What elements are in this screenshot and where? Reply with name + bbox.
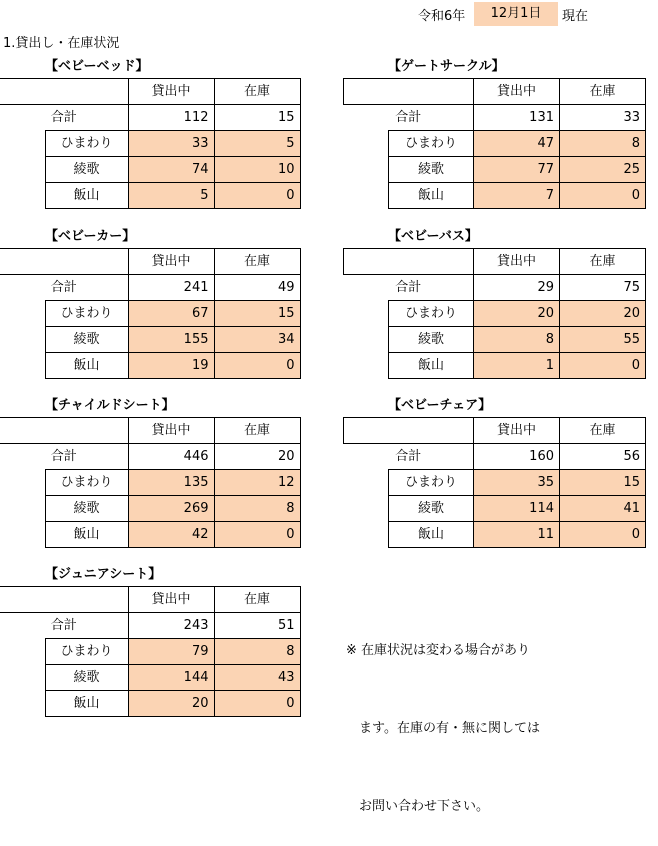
indent-cell xyxy=(0,183,45,209)
total-on-loan-value[interactable]: 112 xyxy=(128,105,214,131)
table-row xyxy=(0,157,300,183)
total-in-stock-value[interactable]: 51 xyxy=(214,613,300,639)
branch-label: 飯山 xyxy=(389,522,474,548)
in-stock-value[interactable]: 8 xyxy=(214,496,300,522)
table-row xyxy=(0,131,300,157)
table-row xyxy=(0,522,300,548)
table-title: 【ベビーベッド】 xyxy=(45,59,149,74)
in-stock-value[interactable]: 0 xyxy=(214,353,300,379)
branch-label: ひまわり xyxy=(45,131,128,157)
indent-cell xyxy=(344,327,389,353)
total-on-loan-value[interactable]: 243 xyxy=(128,613,214,639)
in-stock-value[interactable]: 0 xyxy=(214,691,300,717)
table-row xyxy=(344,301,646,327)
branch-label: 飯山 xyxy=(45,353,128,379)
table-row xyxy=(344,183,646,209)
table-row xyxy=(344,157,646,183)
on-loan-value[interactable]: 67 xyxy=(128,301,214,327)
table-row xyxy=(0,327,300,353)
in-stock-value[interactable]: 15 xyxy=(560,470,646,496)
in-stock-value[interactable]: 0 xyxy=(214,183,300,209)
total-on-loan-value[interactable]: 131 xyxy=(474,105,560,131)
table-header-row xyxy=(344,249,646,275)
total-in-stock-value[interactable]: 15 xyxy=(214,105,300,131)
section-title: 1.貸出し・在庫状況 xyxy=(3,36,120,51)
total-row xyxy=(0,275,300,301)
total-row xyxy=(344,105,646,131)
table-title: 【ジュニアシート】 xyxy=(45,567,162,582)
on-loan-value[interactable]: 33 xyxy=(128,131,214,157)
table-title: 【ベビーカー】 xyxy=(45,229,136,244)
indent-cell xyxy=(344,301,389,327)
total-label: 合計 xyxy=(395,449,422,464)
column-header-in-stock: 在庫 xyxy=(214,79,300,105)
table-row xyxy=(0,353,300,379)
column-header-in-stock: 在庫 xyxy=(214,418,300,444)
column-header-in-stock: 在庫 xyxy=(560,418,646,444)
inventory-table xyxy=(0,248,301,379)
total-label: 合計 xyxy=(50,280,77,295)
table-header-row xyxy=(0,249,300,275)
indent-cell xyxy=(344,157,389,183)
column-header-in-stock: 在庫 xyxy=(214,249,300,275)
branch-label: 飯山 xyxy=(45,691,128,717)
column-header-on-loan: 貸出中 xyxy=(474,79,560,105)
in-stock-value[interactable]: 12 xyxy=(214,470,300,496)
indent-cell xyxy=(344,353,389,379)
total-row xyxy=(344,275,646,301)
column-header-on-loan: 貸出中 xyxy=(128,79,214,105)
branch-label: ひまわり xyxy=(389,131,474,157)
indent-cell xyxy=(344,183,389,209)
total-on-loan-value[interactable]: 446 xyxy=(128,444,214,470)
on-loan-value[interactable]: 7 xyxy=(474,183,560,209)
indent-cell xyxy=(0,157,45,183)
indent-cell xyxy=(344,470,389,496)
in-stock-value[interactable]: 25 xyxy=(560,157,646,183)
inventory-table xyxy=(0,586,301,717)
branch-label: 綾歌 xyxy=(45,157,128,183)
branch-label: 綾歌 xyxy=(389,496,474,522)
branch-label: ひまわり xyxy=(45,301,128,327)
column-header-in-stock: 在庫 xyxy=(214,587,300,613)
in-stock-value[interactable]: 34 xyxy=(214,327,300,353)
inventory-table xyxy=(343,78,646,209)
table-header-row xyxy=(0,587,300,613)
branch-label: 綾歌 xyxy=(389,157,474,183)
indent-cell xyxy=(0,522,45,548)
header-blank-cell xyxy=(0,587,128,613)
in-stock-value[interactable]: 41 xyxy=(560,496,646,522)
table-row xyxy=(0,691,300,717)
branch-label: ひまわり xyxy=(45,639,128,665)
table-row xyxy=(0,301,300,327)
header-blank-cell xyxy=(344,418,474,444)
table-title: 【ベビーチェア】 xyxy=(388,398,492,413)
indent-cell xyxy=(344,522,389,548)
on-loan-value[interactable]: 1 xyxy=(474,353,560,379)
total-in-stock-value[interactable]: 33 xyxy=(560,105,646,131)
notice-line: ます。在庫の有・無に関しては xyxy=(346,721,540,736)
inventory-table xyxy=(0,417,301,548)
total-label: 合計 xyxy=(395,280,422,295)
column-header-on-loan: 貸出中 xyxy=(474,249,560,275)
on-loan-value[interactable]: 269 xyxy=(128,496,214,522)
on-loan-value[interactable]: 155 xyxy=(128,327,214,353)
indent-cell xyxy=(0,496,45,522)
inventory-table xyxy=(343,248,646,379)
indent-cell xyxy=(0,639,45,665)
total-in-stock-value[interactable]: 20 xyxy=(214,444,300,470)
on-loan-value[interactable]: 47 xyxy=(474,131,560,157)
table-header-row xyxy=(344,79,646,105)
total-in-stock-value[interactable]: 75 xyxy=(560,275,646,301)
in-stock-value[interactable]: 15 xyxy=(214,301,300,327)
on-loan-value[interactable]: 144 xyxy=(128,665,214,691)
total-on-loan-value[interactable]: 29 xyxy=(474,275,560,301)
in-stock-value[interactable]: 43 xyxy=(214,665,300,691)
table-header-row xyxy=(0,79,300,105)
on-loan-value[interactable]: 5 xyxy=(128,183,214,209)
branch-label: ひまわり xyxy=(389,301,474,327)
table-row xyxy=(0,639,300,665)
branch-label: 飯山 xyxy=(389,353,474,379)
branch-label: 綾歌 xyxy=(45,665,128,691)
branch-label: 綾歌 xyxy=(45,327,128,353)
header-blank-cell xyxy=(0,249,128,275)
era-label: 令和6年 xyxy=(418,9,466,24)
on-loan-value[interactable]: 114 xyxy=(474,496,560,522)
branch-label: 飯山 xyxy=(389,183,474,209)
on-loan-value[interactable]: 20 xyxy=(128,691,214,717)
table-row xyxy=(0,470,300,496)
on-loan-value[interactable]: 35 xyxy=(474,470,560,496)
on-loan-value[interactable]: 11 xyxy=(474,522,560,548)
header-blank-cell xyxy=(0,79,128,105)
on-loan-value[interactable]: 8 xyxy=(474,327,560,353)
table-header-row xyxy=(344,418,646,444)
in-stock-value[interactable]: 10 xyxy=(214,157,300,183)
indent-cell xyxy=(0,301,45,327)
inventory-table xyxy=(0,78,301,209)
indent-cell xyxy=(0,131,45,157)
in-stock-value[interactable]: 8 xyxy=(214,639,300,665)
table-header-row xyxy=(0,418,300,444)
branch-label: ひまわり xyxy=(389,470,474,496)
notice-text xyxy=(346,586,540,846)
in-stock-value[interactable]: 8 xyxy=(560,131,646,157)
on-loan-value[interactable]: 135 xyxy=(128,470,214,496)
branch-label: 飯山 xyxy=(45,522,128,548)
indent-cell xyxy=(0,470,45,496)
notice-line: ※ 在庫状況は変わる場合があり xyxy=(346,643,531,658)
on-loan-value[interactable]: 42 xyxy=(128,522,214,548)
in-stock-value[interactable]: 0 xyxy=(560,183,646,209)
column-header-on-loan: 貸出中 xyxy=(128,418,214,444)
in-stock-value[interactable]: 0 xyxy=(560,522,646,548)
table-row xyxy=(344,470,646,496)
branch-label: 飯山 xyxy=(45,183,128,209)
in-stock-value[interactable]: 20 xyxy=(560,301,646,327)
total-label: 合計 xyxy=(395,110,422,125)
indent-cell xyxy=(344,496,389,522)
on-loan-value[interactable]: 20 xyxy=(474,301,560,327)
indent-cell xyxy=(344,131,389,157)
total-label: 合計 xyxy=(50,110,77,125)
as-of-label: 現在 xyxy=(562,9,589,24)
header-blank-cell xyxy=(0,418,128,444)
indent-cell xyxy=(0,353,45,379)
total-label: 合計 xyxy=(50,618,77,633)
header-blank-cell xyxy=(344,79,474,105)
notice-line: お問い合わせ下さい。 xyxy=(346,799,490,814)
column-header-on-loan: 貸出中 xyxy=(474,418,560,444)
in-stock-value[interactable]: 5 xyxy=(214,131,300,157)
total-row xyxy=(0,105,300,131)
on-loan-value[interactable]: 77 xyxy=(474,157,560,183)
indent-cell xyxy=(0,665,45,691)
on-loan-value[interactable]: 19 xyxy=(128,353,214,379)
column-header-on-loan: 貸出中 xyxy=(128,249,214,275)
inventory-table xyxy=(343,417,646,548)
in-stock-value[interactable]: 0 xyxy=(214,522,300,548)
table-row xyxy=(344,496,646,522)
branch-label: ひまわり xyxy=(45,470,128,496)
total-in-stock-value[interactable]: 56 xyxy=(560,444,646,470)
table-row xyxy=(344,522,646,548)
in-stock-value[interactable]: 55 xyxy=(560,327,646,353)
column-header-in-stock: 在庫 xyxy=(560,249,646,275)
total-row xyxy=(0,444,300,470)
table-row xyxy=(0,665,300,691)
table-row xyxy=(344,353,646,379)
table-row xyxy=(0,183,300,209)
indent-cell xyxy=(0,327,45,353)
in-stock-value[interactable]: 0 xyxy=(560,353,646,379)
table-title: 【ベビーバス】 xyxy=(388,229,478,244)
total-on-loan-value[interactable]: 160 xyxy=(474,444,560,470)
table-title: 【ゲートサークル】 xyxy=(388,59,505,74)
header-blank-cell xyxy=(344,249,474,275)
table-title: 【チャイルドシート】 xyxy=(45,398,175,413)
table-row xyxy=(344,131,646,157)
total-row xyxy=(344,444,646,470)
branch-label: 綾歌 xyxy=(45,496,128,522)
total-label: 合計 xyxy=(50,449,77,464)
column-header-on-loan: 貸出中 xyxy=(128,587,214,613)
table-row xyxy=(344,327,646,353)
table-row xyxy=(0,496,300,522)
total-on-loan-value[interactable]: 241 xyxy=(128,275,214,301)
total-in-stock-value[interactable]: 49 xyxy=(214,275,300,301)
indent-cell xyxy=(0,691,45,717)
on-loan-value[interactable]: 74 xyxy=(128,157,214,183)
branch-label: 綾歌 xyxy=(389,327,474,353)
report-date[interactable]: 12月1日 xyxy=(474,2,558,26)
total-row xyxy=(0,613,300,639)
column-header-in-stock: 在庫 xyxy=(560,79,646,105)
on-loan-value[interactable]: 79 xyxy=(128,639,214,665)
